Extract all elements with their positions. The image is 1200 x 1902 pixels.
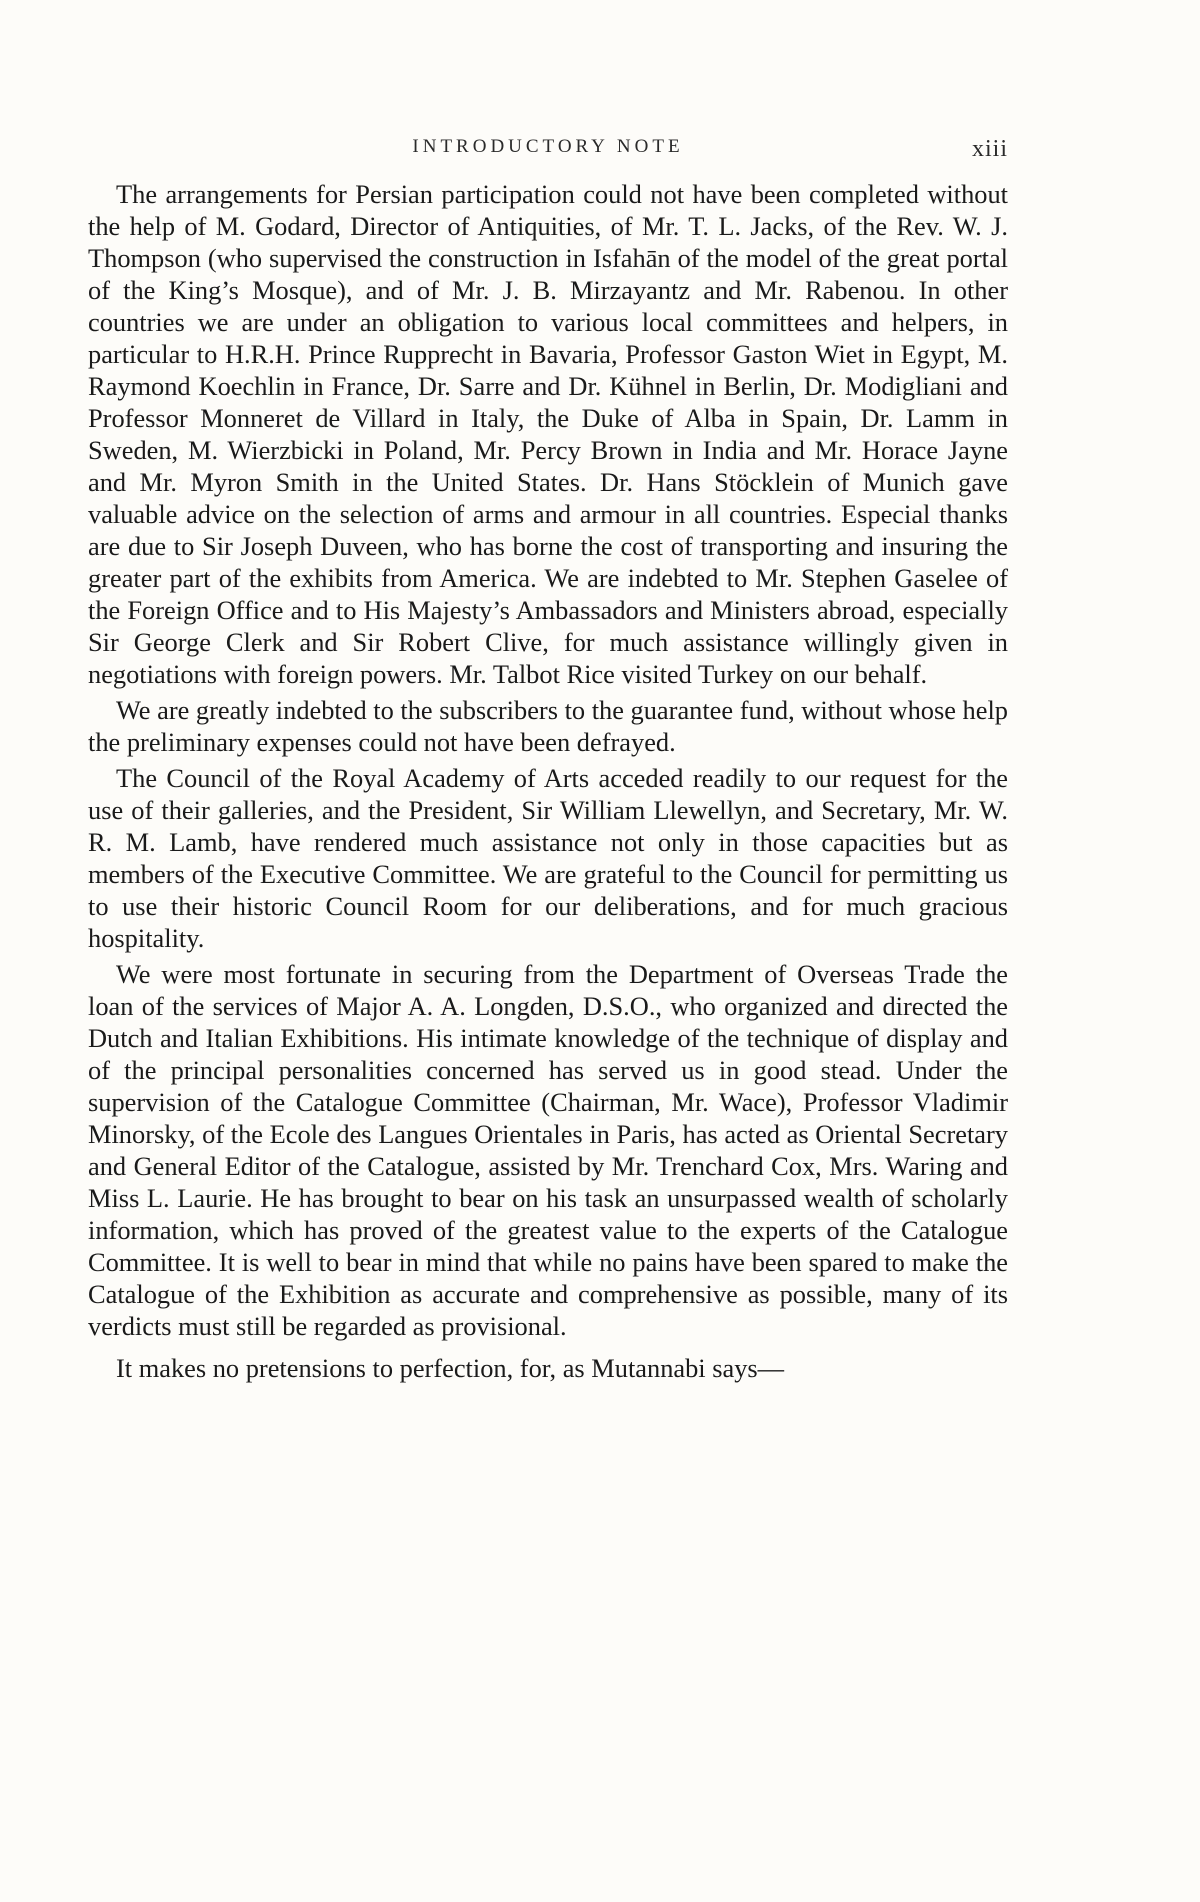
paragraph-persian-participation: The arrangements for Persian participation could not have been completed without the help of M. Godard, Director of Antiquities, of Mr. T. L. Jacks, of the Rev. W. J. Thompson (who supervised the construction in Isfahān of the model of the great portal of the King’s Mosque), and of Mr. J. B. Mirzayantz and Mr. Rabenou. In other countries we are under an obligation to various local committees and helpers, in particular to H.R.H. Prince Rupprecht in Bavaria, Professor Gaston Wiet in Egypt, M. Raymond Koechlin in France, Dr. Sarre and Dr. Kühnel in Berlin, Dr. Modigliani and Professor Monneret de Villard in Italy, the Duke of Alba in Spain, Dr. Lamm in Sweden, M. Wierzbicki in Poland, Mr. Percy Brown in India and Mr. Horace Jayne and Mr. Myron Smith in the United States. Dr. Hans Stöcklein of Munich gave valuable advice on the selection of arms and armour in all countries. Especial thanks are due to Sir Joseph Duveen, who has borne the cost of transporting and insuring the greater part of the exhibits from America. We are indebted to Mr. Stephen Gaselee of the Foreign Office and to His Majesty’s Ambassadors and Ministers abroad, especially Sir George Clerk and Sir Robert Clive, for much assistance willingly given in negotiations with foreign powers. Mr. Talbot Rice visited Turkey on our behalf. — [88, 179, 1008, 689]
book-page — [88, 136, 1008, 1388]
running-title: INTRODUCTORY NOTE — [412, 136, 684, 157]
paragraph-guarantee-fund: We are greatly indebted to the subscribers to the guarantee fund, without whose help the preliminary expenses could not have been defrayed. — [88, 695, 1008, 757]
running-head — [88, 136, 1008, 166]
paragraph-overseas-trade: We were most fortunate in securing from the Department of Overseas Trade the loan of the services of Major A. A. Longden, D.S.O., who organized and directed the Dutch and Italian Exhibitions. His intimate knowledge of the technique of display and of the principal personalities concerned has served us in good stead. Under the supervision of the Catalogue Committee (Chairman, Mr. Wace), Professor Vladimir Minorsky, of the Ecole des Langues Orientales in Paris, has acted as Oriental Secretary and General Editor of the Catalogue, assisted by Mr. Trenchard Cox, Mrs. Waring and Miss L. Laurie. He has brought to bear on his task an unsurpassed wealth of scholarly information, which has proved of the greatest value to the experts of the Catalogue Committee. It is well to bear in mind that while no pains have been spared to make the Catalogue of the Exhibition as accurate and comprehensive as possible, many of its verdicts must still be regarded as provisional. — [88, 959, 1008, 1341]
body-text — [88, 178, 1008, 1384]
paragraph-royal-academy: The Council of the Royal Academy of Arts acceded readily to our request for the use of their galleries, and the President, Sir William Llewellyn, and Secretary, Mr. W. R. M. Lamb, have rendered much assistance not only in those capacities but as members of the Executive Committee. We are grateful to the Council for permitting us to use their historic Council Room for our deliberations, and for much gracious hospitality. — [88, 763, 1008, 953]
page-number: xiii — [971, 136, 1008, 162]
paragraph-mutannabi: It makes no pretensions to perfection, for, as Mutannabi says— — [116, 1353, 785, 1383]
